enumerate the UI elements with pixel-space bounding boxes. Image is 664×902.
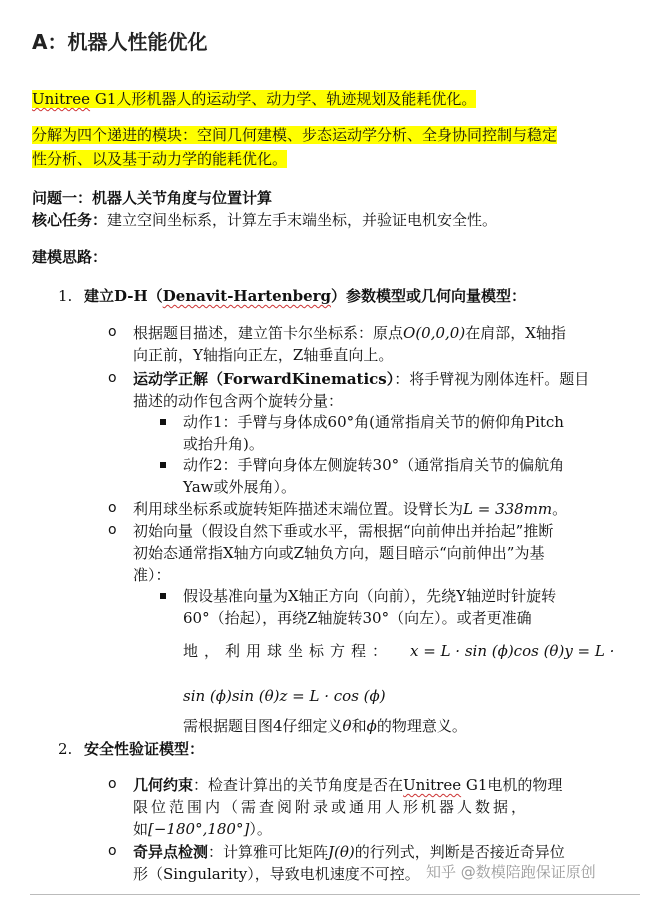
list-item [133,368,589,390]
sub-list-item-cont: 60°（抬起），再绕Z轴旋转30°（向左）。或者更准确 [183,609,532,627]
math-jacobian: J(θ) [328,843,355,861]
list-item-cont [133,818,272,840]
summary-text: G1人形机器人的运动学、动力学、轨迹规划及能耗优化。 [90,90,477,108]
summary-line-3 [32,147,287,171]
circle-bullet-icon: o [108,522,117,538]
fk-label: 运动学正解（ForwardKinematics） [133,370,395,388]
item-1-pre: 建立D-H（ [84,287,163,305]
circle-bullet-icon: o [108,776,117,792]
text: 利用球坐标系或旋转矩阵描述末端位置。设臂长为 [133,500,464,518]
circle-bullet-icon: o [108,370,117,386]
list-number: 1. [58,287,73,305]
math-theta: θ [342,717,352,735]
math-range: [−180°,180°] [148,820,250,838]
circle-bullet-icon: o [108,324,117,340]
spherical-equation: x = L · sin (ϕ)cos (θ)y = L · [410,642,615,660]
sub-list-item-cont: Yaw或外展角）。 [183,478,297,496]
summary-text: 性分析、以及基于动力学的能耗优化。 [32,150,288,168]
text: 需根据题目图4仔细定义 [183,717,343,735]
text: 地，利用球坐标方程： [183,642,394,660]
circle-bullet-icon: o [108,500,117,516]
approach-heading: 建模思路： [32,248,108,266]
model-name: Unitree [403,776,462,794]
list-item-cont: 限位范围内（需查阅附录或通用人形机器人数据， [133,798,530,816]
text: 根据题目描述，建立笛卡尔坐标系：原点 [133,324,404,342]
list-item-cont: 准）： [133,566,171,584]
text: ：将手臂视为刚体连杆。题目 [394,370,590,388]
text: ）。 [249,820,272,838]
dh-link-text: Denavit-Hartenberg [162,287,332,305]
sub-list-item-cont [183,715,467,737]
sub-list-item-cont [183,640,393,662]
text: ：计算雅可比矩阵 [208,843,329,861]
math-phi: ϕ [366,717,377,735]
section-heading: 问题一：机器人关节角度与位置计算 [32,189,273,207]
summary-text: 分解为四个递进的模块：空间几何建模、步态运动学分析、全身协同控制与稳定 [32,126,558,144]
list-number: 2. [58,740,73,758]
core-task-text: 建立空间坐标系，计算左手末端坐标，并验证电机安全性。 [107,211,498,229]
sub-list-item: 假设基准向量为X轴正方向（向前），先绕Y轴逆时针旋转 [183,587,557,605]
singularity-label: 奇异点检测 [133,843,209,861]
list-item-cont: 形（Singularity），导致电机速度不可控。 [133,865,420,883]
text: 如 [133,820,149,838]
core-task [32,209,497,231]
summary-line-2 [32,123,557,147]
geometry-label: 几何约束 [133,776,194,794]
text: 在肩部，X轴指 [465,324,566,342]
watermark: 知乎 @数模陪跑保证原创 [426,863,596,881]
spherical-equation-cont: sin (ϕ)sin (θ)z = L · cos (ϕ) [183,687,386,705]
square-bullet-icon [160,462,166,468]
circle-bullet-icon: o [108,843,117,859]
list-item-cont: 初始态通常指X轴方向或Z轴负方向，题目暗示“向前伸出”为基 [133,544,545,562]
text: 的行列式，判断是否接近奇异位 [354,843,565,861]
item-2-heading: 安全性验证模型： [84,740,205,758]
summary-line-1 [32,87,476,111]
list-item [133,322,566,344]
list-item [133,774,562,796]
math-origin: O(0,0,0) [403,324,466,342]
list-item [133,841,565,863]
list-item: 初始向量（假设自然下垂或水平，需根据“向前伸出并抬起”推断 [133,522,554,540]
model-name: Unitree [32,90,91,108]
text: G1电机的物理 [461,776,563,794]
list-item-cont: 向正前，Y轴指向正左，Z轴垂直向上。 [133,346,394,364]
list-item-cont: 描述的动作包含两个旋转分量： [133,392,344,410]
text: 。 [552,500,568,518]
sub-list-item: 动作1：手臂与身体成60°角(通常指肩关节的俯仰角Pitch [183,413,564,431]
text: ：检查计算出的关节角度是否在 [193,776,404,794]
sub-list-item: 动作2：手臂向身体左侧旋转30°（通常指肩关节的偏航角 [183,456,565,474]
item-1-heading [84,285,526,307]
square-bullet-icon [160,593,166,599]
square-bullet-icon [160,419,166,425]
divider [30,894,640,895]
item-1-post: ）参数模型或几何向量模型： [331,287,527,305]
list-item [133,498,567,520]
core-task-label: 核心任务： [32,211,108,229]
text: 的物理意义。 [376,717,467,735]
text: 和 [351,717,367,735]
page-title: A：机器人性能优化 [32,30,208,54]
sub-list-item-cont: 或抬升角)。 [183,435,264,453]
math-arm-length: L = 338mm [463,500,553,518]
